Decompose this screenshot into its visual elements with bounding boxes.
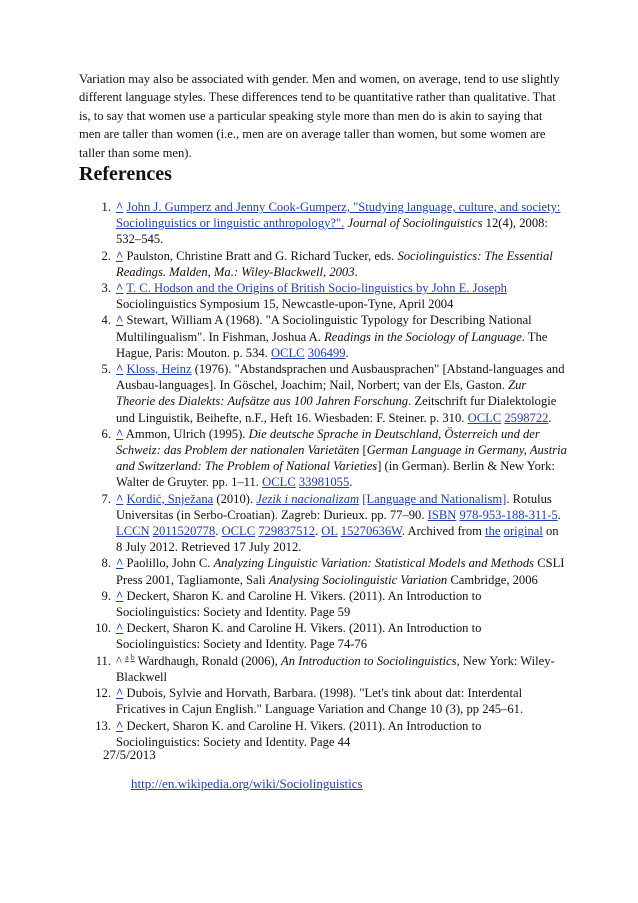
reference-number: 3. — [101, 281, 111, 296]
book-translation-link[interactable]: [Language and Nationalism] — [362, 491, 507, 506]
backlink-caret[interactable]: ^ — [116, 588, 124, 603]
reference-item-9 — [101, 588, 568, 620]
archived-end-text: on 8 July 2012. Retrieved 17 July 2012. — [116, 524, 559, 555]
reference-text: Deckert, Sharon K. and Caroline H. Vikers. (2011). An Introduction to Sociolinguistics: Society and Identity. Page 44 — [116, 718, 482, 749]
reference-number: 7. — [101, 491, 111, 506]
backlink-caret[interactable]: ^ — [116, 426, 124, 441]
backlink-caret[interactable]: ^ — [116, 621, 124, 636]
reference-text: Deckert, Sharon K. and Caroline H. Vikers. (2011). An Introduction to Sociolinguistics: Society and Identity. Page 59 — [116, 588, 482, 620]
backlink-caret[interactable]: ^ — [116, 686, 124, 701]
date-stamp: 27/5/2013 — [103, 747, 156, 762]
backlink-caret[interactable]: ^ — [116, 313, 124, 328]
isbn-number-link[interactable]: 978-953-188-311-5 — [459, 507, 558, 522]
reference-text-3: ] (in German). Berlin & New York: Walter de Gruyter. pp. 1–11. — [116, 459, 555, 490]
source-url-link[interactable]: http://en.wikipedia.org/wiki/Sociolinguistics — [131, 776, 363, 791]
references-list — [95, 199, 568, 750]
reference-item-11 — [95, 652, 568, 685]
book-title: Jezik i nacionalizam — [256, 491, 360, 506]
archived-text: . Archived from — [401, 524, 482, 539]
reference-text: 12(4), 2008: 532–545. — [116, 216, 548, 247]
reference-title-2: Analysing Sociolinguistic Variation — [268, 572, 448, 587]
reference-title: Analyzing Linguistic Variation: Statistical Models and Methods — [213, 556, 535, 571]
backlink-caret[interactable]: ^ — [116, 281, 124, 296]
oclc-number-link[interactable]: 729837512 — [258, 524, 315, 539]
reference-number: 2. — [101, 248, 111, 263]
reference-item-10 — [95, 620, 568, 652]
backlink-caret[interactable]: ^ — [116, 200, 124, 214]
reference-text: Stewart, William A (1968). "A Sociolinguistic Typology for Describing National Multilingualism". In Fishman, Joshua A. — [116, 313, 532, 344]
reference-text: Dubois, Sylvie and Horvath, Barbara. (1998). "Let's tink about dat: Interdental Fricatives in Cajun English." Language Variation and Change 10 (3), pp 245–61. — [116, 686, 524, 717]
reference-text: Sociolinguistics Symposium 15, Newcastle-upon-Tyne, April 2004 — [116, 297, 454, 312]
backlink-a[interactable]: a — [125, 652, 129, 662]
backlink-caret[interactable]: ^ — [116, 362, 124, 377]
reference-text: Paulston, Christine Bratt and G. Richard Tucker, eds. — [126, 248, 395, 263]
reference-end: . — [345, 345, 349, 360]
backlink-caret[interactable]: ^ — [116, 491, 124, 506]
reference-number: 5. — [101, 362, 111, 377]
archive-original-link[interactable]: original — [503, 524, 543, 539]
reference-item-7: 7. ^ Kordić, Snježana (2010). Jezik i nacionalizam [Language and Nationalism]. Rotulus Universitas (in Serbo-Croatian). Zagreb: Durieux. pp. 77–90. ISBN 978-953-188-311-5. LCCN 2011520778. OCLC 729837512. OL 15270636W. Archived from the original on 8 July 2012. Retrieved 17 July 2012. — [116, 491, 568, 556]
oclc-link[interactable]: OCLC — [221, 524, 256, 539]
reference-item-4 — [101, 312, 568, 361]
reference-link[interactable]: T. C. Hodson and the Origins of British Socio-linguistics by John E. Joseph — [126, 281, 507, 296]
reference-number: 6. — [101, 426, 111, 441]
author-link[interactable]: Kloss, Heinz — [126, 362, 192, 377]
reference-title: An Introduction to Sociolinguistics — [281, 653, 457, 668]
oclc-link[interactable]: OCLC — [262, 475, 296, 490]
references-heading: References — [79, 163, 172, 185]
reference-end: . — [349, 475, 353, 490]
reference-title: Sociolinguistics: The Essential Readings. Malden, Ma.: Wiley-Blackwell, 2003 — [116, 248, 553, 279]
reference-text: Paolillo, John C. — [126, 556, 211, 571]
oclc-number-link[interactable]: 306499 — [307, 345, 346, 360]
reference-text-2: [ — [362, 443, 367, 458]
isbn-link[interactable]: ISBN — [427, 507, 457, 522]
oclc-number-link[interactable]: 33981055 — [298, 475, 350, 490]
caret-plain: ^ — [116, 653, 122, 668]
reference-translated-title: German Language in Germany, Austria and Switzerland: The Problem of National Varieties — [116, 443, 567, 474]
reference-text-2: , New York: Wiley-Blackwell — [116, 653, 555, 684]
reference-title: Die deutsche Sprache in Deutschland, Österreich und der Schweiz: das Problem der nationalen Varietäten — [116, 426, 540, 458]
reference-item-6 — [101, 426, 568, 491]
reference-text-2: CSLI Press 2001, Tagliamonte, Sali — [116, 556, 565, 587]
reference-text-2: . Zeitschrift fur Dialektologie und Linguistik, Beihefte, n.F., Heft 16. Wiesbaden: F. Steiner. p. 310. — [116, 394, 557, 425]
reference-title: Zur Theorie des Dialekts: Aufsätze aus 100 Jahren Forschung — [116, 378, 527, 409]
reference-text: Wardhaugh, Ronald (2006), — [137, 653, 278, 668]
oclc-link[interactable]: OCLC — [270, 345, 305, 360]
reference-item-5 — [101, 361, 568, 426]
book-title-link[interactable] — [256, 492, 359, 506]
reference-end: . — [548, 410, 552, 425]
reference-text-end: . — [354, 264, 358, 279]
reference-text: Deckert, Sharon K. and Caroline H. Vikers. (2011). An Introduction to Sociolinguistics: Society and Identity. Page 74-76 — [116, 621, 482, 652]
backlink-caret[interactable]: ^ — [116, 556, 124, 571]
backlink-caret[interactable]: ^ — [116, 248, 124, 263]
reference-item-13 — [95, 718, 568, 750]
archive-the-link[interactable]: the — [485, 524, 501, 539]
lccn-link[interactable]: LCCN — [116, 524, 150, 539]
reference-text-2: . The Hague, Paris: Mouton. p. 534. — [116, 329, 548, 360]
reference-item-12 — [95, 685, 568, 717]
reference-text: Ammon, Ulrich (1995). — [125, 426, 246, 441]
reference-number: 1. — [101, 200, 111, 214]
oclc-link[interactable]: OCLC — [467, 410, 502, 425]
reference-number: 4. — [101, 313, 111, 328]
backlink-caret[interactable]: ^ — [116, 718, 124, 733]
oclc-number-link[interactable]: 2598722 — [504, 410, 549, 425]
reference-text: (2010). — [216, 491, 254, 506]
reference-text-2: . Rotulus Universitas (in Serbo-Croatian). Zagreb: Durieux. pp. 77–90. — [116, 491, 552, 522]
author-link[interactable]: Kordić, Snježana — [126, 491, 214, 506]
gender-variation-paragraph: Variation may also be associated with gender. Men and women, on average, tend to use slightly different language styles. These differences tend to be quantitative rather than qualitative. That is, to say that women use a particular speaking style more than men do is akin to saying that men are taller than women (i.e., men are on average taller than women, but some women are taller than some men). — [79, 72, 560, 160]
lccn-number-link[interactable]: 2011520778 — [152, 524, 216, 539]
reference-number: 11. — [95, 653, 111, 668]
reference-item-1 — [101, 199, 568, 248]
ol-number-link[interactable]: 15270636W — [340, 524, 402, 539]
reference-number: 12. — [95, 686, 111, 701]
reference-item-2 — [101, 248, 568, 280]
reference-link[interactable]: John J. Gumperz and Jenny Cook-Gumperz, "Studying language, culture, and society: Sociolinguistics or linguistic anthropology?". — [116, 200, 561, 231]
reference-item-3 — [101, 280, 568, 312]
reference-item-8 — [101, 555, 568, 587]
reference-number: 9. — [101, 588, 111, 603]
reference-text-3: Cambridge, 2006 — [450, 572, 538, 587]
reference-journal: Journal of Sociolinguistics — [347, 216, 483, 231]
reference-number: 8. — [101, 556, 111, 571]
reference-number: 13. — [95, 718, 111, 733]
reference-title: Readings in the Sociology of Language — [324, 329, 522, 344]
ol-link[interactable]: OL — [321, 524, 338, 539]
reference-number: 10. — [95, 621, 111, 636]
backlink-b[interactable]: b — [130, 652, 135, 662]
reference-text: (1976). "Abstandsprachen und Ausbausprachen" [Abstand-languages and Ausbau-languages]. In Göschel, Joachim; Nail, Norbert; van der Els, Gaston. — [116, 362, 565, 393]
